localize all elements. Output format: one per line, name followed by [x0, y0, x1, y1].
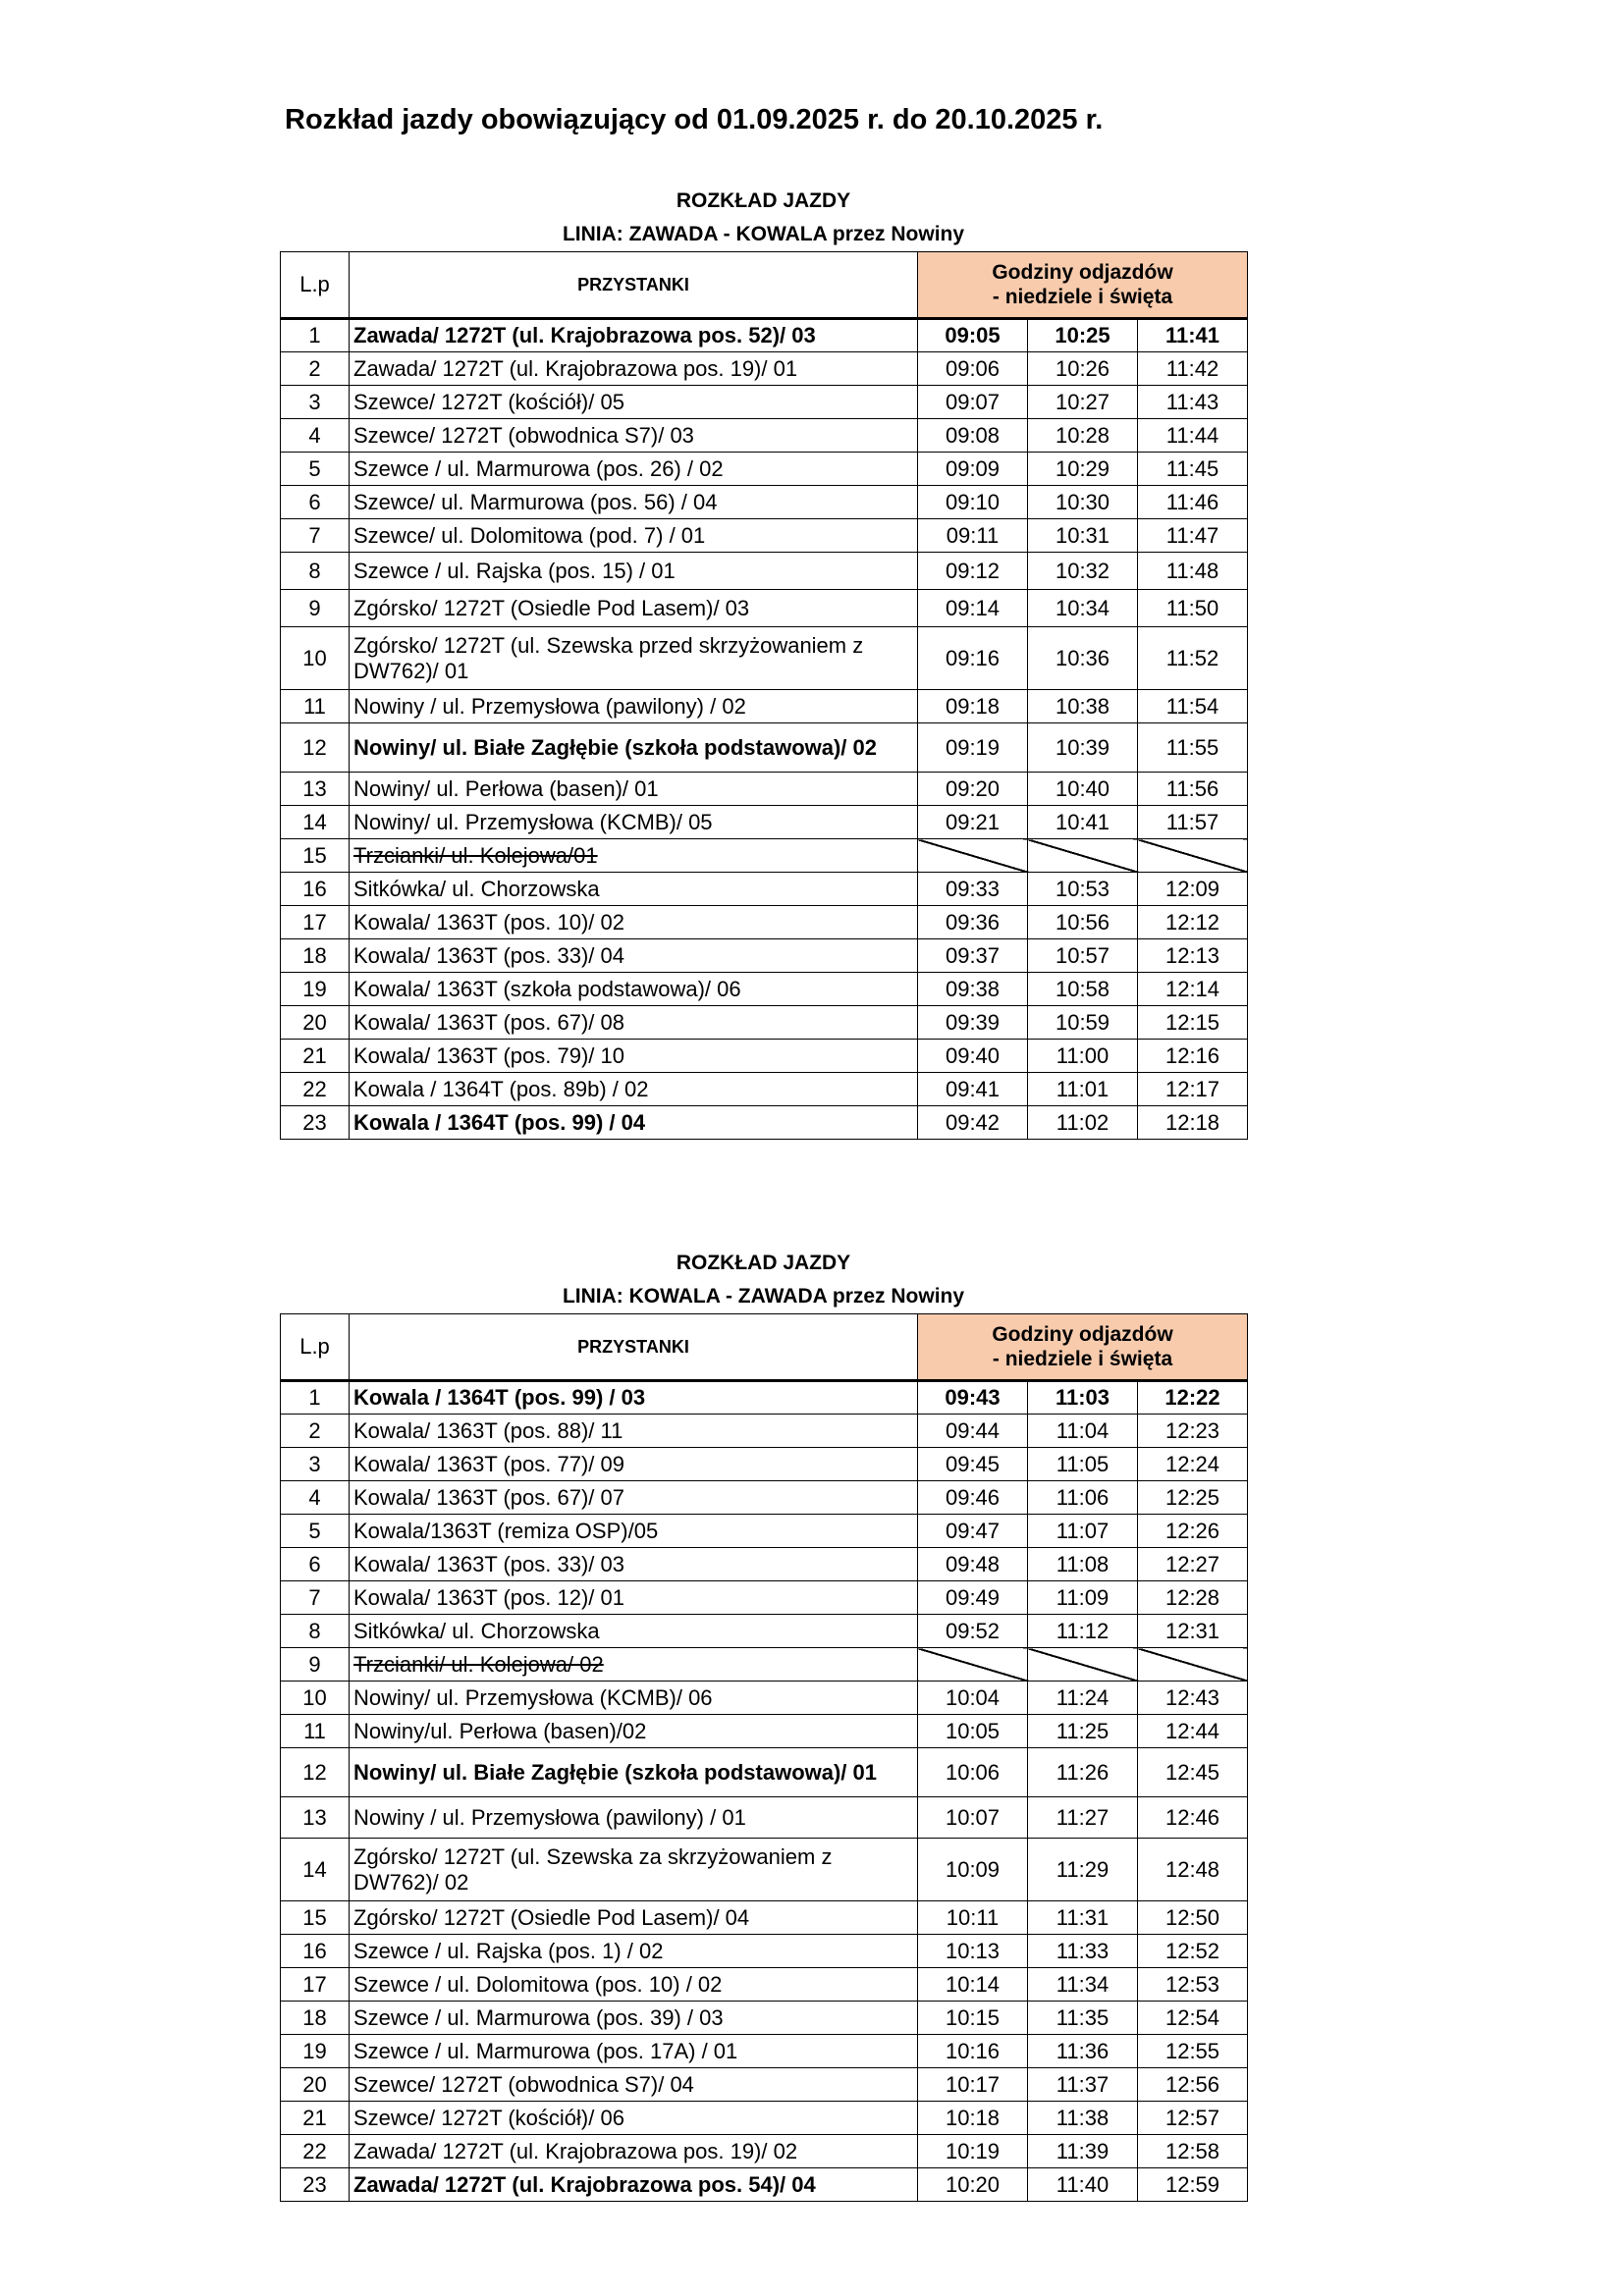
- departure-time-1: 10:17: [918, 2068, 1028, 2102]
- departure-time-1: 10:15: [918, 2002, 1028, 2035]
- stop-name: Zawada/ 1272T (ul. Krajobrazowa pos. 52)/ 03: [350, 319, 918, 352]
- row-number: 16: [281, 873, 350, 906]
- row-number: 23: [281, 1106, 350, 1140]
- stop-name: Trzcianki/ ul. Kolejowa/ 02: [350, 1648, 918, 1682]
- no-departure-cell: [1138, 1648, 1248, 1682]
- stop-name: Kowala / 1364T (pos. 99) / 04: [350, 1106, 918, 1140]
- row-number: 17: [281, 1968, 350, 2002]
- table-row: [281, 1715, 1248, 1748]
- departure-time-1: 09:06: [918, 352, 1028, 386]
- row-number: 1: [281, 319, 350, 352]
- departure-time-2: 11:01: [1028, 1073, 1138, 1106]
- stop-name: Zawada/ 1272T (ul. Krajobrazowa pos. 19)/ 01: [350, 352, 918, 386]
- stop-name: Nowiny/ul. Perłowa (basen)/02: [350, 1715, 918, 1748]
- departure-time-2: 10:39: [1028, 723, 1138, 773]
- stop-name: Kowala / 1364T (pos. 99) / 03: [350, 1381, 918, 1415]
- departure-time-3: 11:41: [1138, 319, 1248, 352]
- departure-time-2: 10:59: [1028, 1006, 1138, 1040]
- no-departure-cell: [918, 839, 1028, 873]
- departure-time-3: 12:52: [1138, 1935, 1248, 1968]
- row-number: 21: [281, 2102, 350, 2135]
- departure-time-2: 10:36: [1028, 627, 1138, 690]
- table-row: [281, 1381, 1248, 1415]
- stop-name: Nowiny/ ul. Perłowa (basen)/ 01: [350, 773, 918, 806]
- row-number: 17: [281, 906, 350, 939]
- stop-name: Zawada/ 1272T (ul. Krajobrazowa pos. 54)/ 04: [350, 2168, 918, 2202]
- departure-time-1: 10:18: [918, 2102, 1028, 2135]
- departure-time-2: 11:26: [1028, 1748, 1138, 1797]
- departure-time-2: 11:07: [1028, 1515, 1138, 1548]
- departure-time-3: 12:44: [1138, 1715, 1248, 1748]
- no-departure-cell: [1028, 1648, 1138, 1682]
- row-number: 23: [281, 2168, 350, 2202]
- departure-time-3: 12:12: [1138, 906, 1248, 939]
- stop-name: Kowala/ 1363T (pos. 79)/ 10: [350, 1040, 918, 1073]
- stop-name: Zawada/ 1272T (ul. Krajobrazowa pos. 19)/ 02: [350, 2135, 918, 2168]
- table-row: [281, 486, 1248, 519]
- row-number: 8: [281, 553, 350, 590]
- stop-name: Szewce / ul. Marmurowa (pos. 17A) / 01: [350, 2035, 918, 2068]
- column-header-departures: [918, 1314, 1248, 1381]
- departure-time-1: 10:09: [918, 1839, 1028, 1901]
- departure-time-2: 11:29: [1028, 1839, 1138, 1901]
- stop-name: Kowala/ 1363T (pos. 10)/ 02: [350, 906, 918, 939]
- departure-time-1: 09:52: [918, 1615, 1028, 1648]
- column-header-stops: PRZYSTANKI: [350, 252, 918, 319]
- table-row: [281, 1448, 1248, 1481]
- departure-time-1: 09:10: [918, 486, 1028, 519]
- departure-time-3: 12:13: [1138, 939, 1248, 973]
- table-row: [281, 1839, 1248, 1901]
- departure-time-3: 12:18: [1138, 1106, 1248, 1140]
- table-row: [281, 1581, 1248, 1615]
- stop-name: Kowala/ 1363T (pos. 77)/ 09: [350, 1448, 918, 1481]
- departure-time-3: 11:47: [1138, 519, 1248, 553]
- departure-time-3: 12:28: [1138, 1581, 1248, 1615]
- table-row: [281, 2135, 1248, 2168]
- table-row: [281, 453, 1248, 486]
- departure-time-3: 12:48: [1138, 1839, 1248, 1901]
- table-row: [281, 1073, 1248, 1106]
- row-number: 14: [281, 1839, 350, 1901]
- row-number: 5: [281, 453, 350, 486]
- departure-time-2: 11:05: [1028, 1448, 1138, 1481]
- departure-time-3: 12:53: [1138, 1968, 1248, 2002]
- departure-time-3: 11:45: [1138, 453, 1248, 486]
- table-row: [281, 2035, 1248, 2068]
- departure-time-1: 09:16: [918, 627, 1028, 690]
- table-row: [281, 419, 1248, 453]
- departure-time-1: 09:21: [918, 806, 1028, 839]
- timetable-heading: ROZKŁAD JAZDY: [676, 1252, 851, 1274]
- table-row: [281, 1006, 1248, 1040]
- departure-time-2: 11:40: [1028, 2168, 1138, 2202]
- departure-time-3: 12:50: [1138, 1901, 1248, 1935]
- departure-time-3: 12:56: [1138, 2068, 1248, 2102]
- stop-name: Kowala/ 1363T (pos. 67)/ 07: [350, 1481, 918, 1515]
- stop-name: Kowala/ 1363T (pos. 67)/ 08: [350, 1006, 918, 1040]
- departure-time-3: 12:46: [1138, 1797, 1248, 1839]
- table-row: [281, 1935, 1248, 1968]
- departure-time-2: 11:36: [1028, 2035, 1138, 2068]
- departure-time-2: 10:40: [1028, 773, 1138, 806]
- stop-name: Zgórsko/ 1272T (Osiedle Pod Lasem)/ 04: [350, 1901, 918, 1935]
- departure-time-1: 09:20: [918, 773, 1028, 806]
- stop-name: Kowala / 1364T (pos. 89b) / 02: [350, 1073, 918, 1106]
- row-number: 6: [281, 1548, 350, 1581]
- stop-name: Zgórsko/ 1272T (ul. Szewska przed skrzyżowaniem z DW762)/ 01: [350, 627, 918, 690]
- stop-name: Kowala/ 1363T (szkoła podstawowa)/ 06: [350, 973, 918, 1006]
- departure-time-3: 11:55: [1138, 723, 1248, 773]
- departure-time-1: 10:13: [918, 1935, 1028, 1968]
- departure-time-1: 09:48: [918, 1548, 1028, 1581]
- table-row: [281, 1615, 1248, 1648]
- departures-header-line-1: Godziny odjazdów: [992, 1323, 1173, 1346]
- departure-time-1: 09:44: [918, 1415, 1028, 1448]
- table-row: [281, 873, 1248, 906]
- departure-time-2: 10:30: [1028, 486, 1138, 519]
- table-row: [281, 386, 1248, 419]
- row-number: 8: [281, 1615, 350, 1648]
- departure-time-1: 09:08: [918, 419, 1028, 453]
- departure-time-1: 09:37: [918, 939, 1028, 973]
- table-header-row: [281, 1314, 1248, 1381]
- departure-time-2: 11:31: [1028, 1901, 1138, 1935]
- departure-time-3: 12:22: [1138, 1381, 1248, 1415]
- timetable-kowala-zawada: [280, 1247, 1247, 2202]
- departure-time-1: 09:05: [918, 319, 1028, 352]
- table-row: [281, 1648, 1248, 1682]
- stop-name: Szewce/ 1272T (obwodnica S7)/ 03: [350, 419, 918, 453]
- table-header-row: [281, 252, 1248, 319]
- row-number: 20: [281, 2068, 350, 2102]
- column-header-departures: [918, 252, 1248, 319]
- departure-time-2: 11:35: [1028, 2002, 1138, 2035]
- row-number: 21: [281, 1040, 350, 1073]
- table-row: [281, 1682, 1248, 1715]
- departure-time-1: 10:11: [918, 1901, 1028, 1935]
- departure-time-3: 12:45: [1138, 1748, 1248, 1797]
- departure-time-2: 10:32: [1028, 553, 1138, 590]
- departure-time-2: 10:34: [1028, 590, 1138, 627]
- departure-time-2: 11:37: [1028, 2068, 1138, 2102]
- table-row: [281, 806, 1248, 839]
- stop-name: Zgórsko/ 1272T (Osiedle Pod Lasem)/ 03: [350, 590, 918, 627]
- stop-name: Zgórsko/ 1272T (ul. Szewska za skrzyżowaniem z DW762)/ 02: [350, 1839, 918, 1901]
- timetable-line-name: LINIA: ZAWADA - KOWALA przez Nowiny: [562, 223, 965, 245]
- departure-time-2: 11:02: [1028, 1106, 1138, 1140]
- timetable-body: [281, 1381, 1248, 2202]
- stop-name: Kowala/1363T (remiza OSP)/05: [350, 1515, 918, 1548]
- departure-time-3: 12:09: [1138, 873, 1248, 906]
- timetable-table: [280, 251, 1248, 1140]
- table-row: [281, 2168, 1248, 2202]
- departure-time-3: 12:14: [1138, 973, 1248, 1006]
- departure-time-1: 09:33: [918, 873, 1028, 906]
- table-row: [281, 2068, 1248, 2102]
- departure-time-1: 09:19: [918, 723, 1028, 773]
- departure-time-3: 12:27: [1138, 1548, 1248, 1581]
- departure-time-2: 10:31: [1028, 519, 1138, 553]
- departure-time-3: 12:31: [1138, 1615, 1248, 1648]
- timetable-line-name: LINIA: KOWALA - ZAWADA przez Nowiny: [562, 1285, 965, 1308]
- row-number: 16: [281, 1935, 350, 1968]
- row-number: 13: [281, 773, 350, 806]
- departure-time-3: 11:52: [1138, 627, 1248, 690]
- stop-name: Szewce / ul. Marmurowa (pos. 39) / 03: [350, 2002, 918, 2035]
- departure-time-2: 10:53: [1028, 873, 1138, 906]
- departure-time-1: 09:12: [918, 553, 1028, 590]
- departure-time-1: 09:45: [918, 1448, 1028, 1481]
- row-number: 9: [281, 1648, 350, 1682]
- table-row: [281, 690, 1248, 723]
- row-number: 15: [281, 839, 350, 873]
- departure-time-2: 11:09: [1028, 1581, 1138, 1615]
- departure-time-2: 10:28: [1028, 419, 1138, 453]
- departure-time-2: 10:27: [1028, 386, 1138, 419]
- departure-time-1: 09:36: [918, 906, 1028, 939]
- row-number: 19: [281, 973, 350, 1006]
- table-row: [281, 1481, 1248, 1515]
- table-row: [281, 2002, 1248, 2035]
- stop-name: Szewce / ul. Dolomitowa (pos. 10) / 02: [350, 1968, 918, 2002]
- page-title: Rozkład jazdy obowiązujący od 01.09.2025 r. do 20.10.2025 r.: [285, 104, 1104, 135]
- row-number: 20: [281, 1006, 350, 1040]
- departure-time-2: 11:33: [1028, 1935, 1138, 1968]
- table-row: [281, 627, 1248, 690]
- departures-header-line-2: - niedziele i święta: [992, 1348, 1173, 1370]
- stop-name: Szewce/ 1272T (obwodnica S7)/ 04: [350, 2068, 918, 2102]
- departure-time-1: 09:47: [918, 1515, 1028, 1548]
- table-row: [281, 1515, 1248, 1548]
- departure-time-1: 10:06: [918, 1748, 1028, 1797]
- departure-time-2: 11:25: [1028, 1715, 1138, 1748]
- column-header-lp: L.p: [281, 252, 350, 319]
- stop-name: Nowiny / ul. Przemysłowa (pawilony) / 01: [350, 1797, 918, 1839]
- stop-name: Szewce / ul. Rajska (pos. 15) / 01: [350, 553, 918, 590]
- stop-name: Nowiny/ ul. Białe Zagłębie (szkoła podstawowa)/ 01: [350, 1748, 918, 1797]
- no-departure-cell: [1138, 839, 1248, 873]
- row-number: 2: [281, 352, 350, 386]
- table-row: [281, 1968, 1248, 2002]
- departure-time-3: 11:43: [1138, 386, 1248, 419]
- departure-time-3: 12:17: [1138, 1073, 1248, 1106]
- departure-time-3: 12:26: [1138, 1515, 1248, 1548]
- table-row: [281, 2102, 1248, 2135]
- no-departure-cell: [918, 1648, 1028, 1682]
- departure-time-2: 11:12: [1028, 1615, 1138, 1648]
- row-number: 22: [281, 2135, 350, 2168]
- row-number: 6: [281, 486, 350, 519]
- table-row: [281, 1415, 1248, 1448]
- departure-time-3: 11:46: [1138, 486, 1248, 519]
- departure-time-2: 10:25: [1028, 319, 1138, 352]
- table-row: [281, 973, 1248, 1006]
- table-row: [281, 906, 1248, 939]
- departure-time-1: 09:43: [918, 1381, 1028, 1415]
- row-number: 3: [281, 1448, 350, 1481]
- departure-time-1: 09:41: [918, 1073, 1028, 1106]
- departure-time-3: 12:16: [1138, 1040, 1248, 1073]
- departure-time-2: 11:08: [1028, 1548, 1138, 1581]
- departure-time-2: 11:00: [1028, 1040, 1138, 1073]
- table-row: [281, 1040, 1248, 1073]
- departure-time-2: 11:24: [1028, 1682, 1138, 1715]
- departure-time-3: 11:42: [1138, 352, 1248, 386]
- stop-name: Kowala/ 1363T (pos. 33)/ 04: [350, 939, 918, 973]
- departure-time-1: 10:19: [918, 2135, 1028, 2168]
- departure-time-2: 11:03: [1028, 1381, 1138, 1415]
- departure-time-1: 09:09: [918, 453, 1028, 486]
- departure-time-1: 10:20: [918, 2168, 1028, 2202]
- departure-time-2: 10:38: [1028, 690, 1138, 723]
- departure-time-1: 09:42: [918, 1106, 1028, 1140]
- departure-time-2: 10:41: [1028, 806, 1138, 839]
- table-row: [281, 352, 1248, 386]
- row-number: 12: [281, 723, 350, 773]
- row-number: 5: [281, 1515, 350, 1548]
- row-number: 13: [281, 1797, 350, 1839]
- table-row: [281, 1797, 1248, 1839]
- table-row: [281, 519, 1248, 553]
- departure-time-1: 09:14: [918, 590, 1028, 627]
- row-number: 3: [281, 386, 350, 419]
- stop-name: Nowiny/ ul. Przemysłowa (KCMB)/ 05: [350, 806, 918, 839]
- stop-name: Szewce/ ul. Marmurowa (pos. 56) / 04: [350, 486, 918, 519]
- departure-time-3: 11:54: [1138, 690, 1248, 723]
- departure-time-2: 11:38: [1028, 2102, 1138, 2135]
- timetable-zawada-kowala: [280, 185, 1247, 1140]
- departure-time-3: 12:58: [1138, 2135, 1248, 2168]
- row-number: 7: [281, 1581, 350, 1615]
- row-number: 11: [281, 690, 350, 723]
- timetable-table: [280, 1313, 1248, 2202]
- departure-time-1: 09:39: [918, 1006, 1028, 1040]
- row-number: 4: [281, 419, 350, 453]
- row-number: 14: [281, 806, 350, 839]
- column-header-lp: L.p: [281, 1314, 350, 1381]
- table-row: [281, 1548, 1248, 1581]
- departure-time-3: 11:44: [1138, 419, 1248, 453]
- departure-time-1: 09:18: [918, 690, 1028, 723]
- stop-name: Kowala/ 1363T (pos. 88)/ 11: [350, 1415, 918, 1448]
- departure-time-3: 11:57: [1138, 806, 1248, 839]
- departure-time-1: 09:46: [918, 1481, 1028, 1515]
- departure-time-2: 10:26: [1028, 352, 1138, 386]
- departure-time-3: 12:23: [1138, 1415, 1248, 1448]
- departure-time-3: 11:56: [1138, 773, 1248, 806]
- stop-name: Szewce / ul. Marmurowa (pos. 26) / 02: [350, 453, 918, 486]
- departure-time-1: 10:05: [918, 1715, 1028, 1748]
- departure-time-3: 12:55: [1138, 2035, 1248, 2068]
- timetable-body: [281, 319, 1248, 1140]
- row-number: 18: [281, 939, 350, 973]
- departure-time-2: 10:57: [1028, 939, 1138, 973]
- table-row: [281, 590, 1248, 627]
- no-departure-cell: [1028, 839, 1138, 873]
- table-row: [281, 773, 1248, 806]
- row-number: 9: [281, 590, 350, 627]
- stop-name: Szewce/ ul. Dolomitowa (pod. 7) / 01: [350, 519, 918, 553]
- row-number: 22: [281, 1073, 350, 1106]
- row-number: 10: [281, 627, 350, 690]
- stop-name: Sitkówka/ ul. Chorzowska: [350, 1615, 918, 1648]
- row-number: 7: [281, 519, 350, 553]
- stop-name: Nowiny/ ul. Białe Zagłębie (szkoła podstawowa)/ 02: [350, 723, 918, 773]
- row-number: 12: [281, 1748, 350, 1797]
- table-row: [281, 939, 1248, 973]
- table-row: [281, 1106, 1248, 1140]
- table-row: [281, 319, 1248, 352]
- table-row: [281, 1901, 1248, 1935]
- departures-header-line-1: Godziny odjazdów: [992, 261, 1173, 284]
- departure-time-2: 10:58: [1028, 973, 1138, 1006]
- departure-time-3: 12:24: [1138, 1448, 1248, 1481]
- table-row: [281, 839, 1248, 873]
- departure-time-3: 12:54: [1138, 2002, 1248, 2035]
- table-row: [281, 553, 1248, 590]
- departure-time-2: 11:39: [1028, 2135, 1138, 2168]
- departure-time-2: 11:06: [1028, 1481, 1138, 1515]
- departure-time-3: 12:15: [1138, 1006, 1248, 1040]
- table-row: [281, 723, 1248, 773]
- departure-time-3: 12:25: [1138, 1481, 1248, 1515]
- stop-name: Kowala/ 1363T (pos. 33)/ 03: [350, 1548, 918, 1581]
- departure-time-2: 10:56: [1028, 906, 1138, 939]
- stop-name: Szewce/ 1272T (kościół)/ 06: [350, 2102, 918, 2135]
- departure-time-3: 11:48: [1138, 553, 1248, 590]
- departure-time-1: 09:38: [918, 973, 1028, 1006]
- row-number: 19: [281, 2035, 350, 2068]
- departure-time-2: 11:04: [1028, 1415, 1138, 1448]
- departure-time-3: 12:57: [1138, 2102, 1248, 2135]
- departure-time-1: 10:07: [918, 1797, 1028, 1839]
- stop-name: Kowala/ 1363T (pos. 12)/ 01: [350, 1581, 918, 1615]
- stop-name: Trzcianki/ ul. Kolejowa/01: [350, 839, 918, 873]
- departure-time-3: 11:50: [1138, 590, 1248, 627]
- row-number: 15: [281, 1901, 350, 1935]
- row-number: 10: [281, 1682, 350, 1715]
- departure-time-2: 11:34: [1028, 1968, 1138, 2002]
- stop-name: Nowiny/ ul. Przemysłowa (KCMB)/ 06: [350, 1682, 918, 1715]
- departure-time-1: 10:14: [918, 1968, 1028, 2002]
- departures-header-line-2: - niedziele i święta: [992, 286, 1173, 308]
- stop-name: Szewce/ 1272T (kościół)/ 05: [350, 386, 918, 419]
- row-number: 4: [281, 1481, 350, 1515]
- table-row: [281, 1748, 1248, 1797]
- departure-time-1: 09:07: [918, 386, 1028, 419]
- departure-time-2: 10:29: [1028, 453, 1138, 486]
- departure-time-1: 09:11: [918, 519, 1028, 553]
- stop-name: Szewce / ul. Rajska (pos. 1) / 02: [350, 1935, 918, 1968]
- departure-time-3: 12:59: [1138, 2168, 1248, 2202]
- departure-time-2: 11:27: [1028, 1797, 1138, 1839]
- row-number: 11: [281, 1715, 350, 1748]
- stop-name: Nowiny / ul. Przemysłowa (pawilony) / 02: [350, 690, 918, 723]
- departure-time-1: 10:04: [918, 1682, 1028, 1715]
- departure-time-1: 10:16: [918, 2035, 1028, 2068]
- column-header-stops: PRZYSTANKI: [350, 1314, 918, 1381]
- timetable-heading: ROZKŁAD JAZDY: [676, 189, 851, 212]
- departure-time-3: 12:43: [1138, 1682, 1248, 1715]
- row-number: 1: [281, 1381, 350, 1415]
- row-number: 2: [281, 1415, 350, 1448]
- stop-name: Sitkówka/ ul. Chorzowska: [350, 873, 918, 906]
- row-number: 18: [281, 2002, 350, 2035]
- departure-time-1: 09:49: [918, 1581, 1028, 1615]
- departure-time-1: 09:40: [918, 1040, 1028, 1073]
